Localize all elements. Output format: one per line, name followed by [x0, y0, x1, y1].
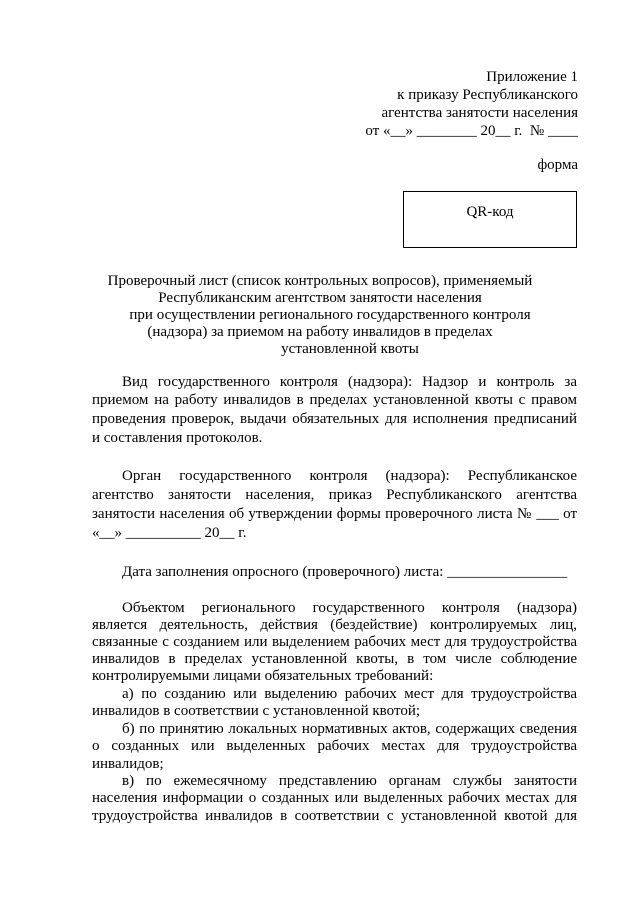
object-line-2: является деятельность, действия (бездействие) контролируемых лиц, [92, 617, 577, 633]
object-line-3: связанные с созданием или выделением рабочих мест для трудоустройства [92, 634, 577, 650]
item-a-line-1: а) по созданию или выделению рабочих мест для трудоустройства [122, 686, 577, 702]
control-type-line-1: Вид государственного контроля (надзора): Надзор и контроль за [122, 374, 577, 390]
form-label: форма [537, 157, 578, 173]
title-line-5: установленной квоты [281, 341, 419, 357]
item-c-line-3: трудоустройства инвалидов в соответствии с установленной квотой для [92, 808, 577, 824]
object-line-5: контролируемыми лицами обязательных требований: [92, 668, 434, 684]
control-type-line-2: приемом на работу инвалидов в пределах установленной квоты с правом [92, 392, 577, 408]
control-body-line-3: занятости населения об утверждении формы проверочного листа № ___ от [92, 506, 577, 522]
fill-date-line: Дата заполнения опросного (проверочного) листа: ________________ [122, 564, 568, 580]
item-b-line-3: инвалидов; [92, 756, 164, 772]
agency-name: агентства занятости населения [381, 105, 578, 121]
item-a-line-2: инвалидов в соответствии с установленной квотой; [92, 703, 421, 719]
qr-code-box [403, 191, 577, 248]
object-line-1: Объектом регионального государственного контроля (надзора) [122, 600, 577, 616]
item-c-line-1: в) по ежемесячному представлению органам службы занятости [122, 773, 577, 789]
item-b-line-2: о созданных или выделенных рабочих местах для трудоустройства [92, 738, 577, 754]
control-type-line-3: проведения проверок, выдачи обязательных для исполнения предписаний [92, 411, 577, 427]
control-body-line-4: «__» __________ 20__ г. [92, 525, 247, 541]
item-b-line-1: б) по принятию локальных нормативных актов, содержащих сведения [122, 721, 577, 737]
title-line-3: при осуществлении регионального государственного контроля [129, 307, 531, 323]
item-c-line-2: населения информации о созданных или выделенных рабочих местах для [92, 790, 577, 806]
appendix-label: Приложение 1 [486, 69, 578, 85]
control-body-line-1: Орган государственного контроля (надзора): Республиканское [122, 468, 577, 484]
order-reference: к приказу Республиканского [397, 87, 578, 103]
order-date-line: от «__» ________ 20__ г. № ____ [365, 123, 578, 139]
object-line-4: инвалидов в пределах установленной квоты, в том числе соблюдение [92, 651, 577, 667]
qr-code-label: QR-код [466, 204, 514, 220]
title-line-2: Республиканским агентством занятости населения [158, 290, 482, 306]
control-body-line-2: агентство занятости населения, приказ Республиканского агентства [92, 487, 577, 503]
title-line-4: (надзора) за приемом на работу инвалидов в пределах [147, 324, 493, 340]
control-type-line-4: и составления протоколов. [92, 430, 263, 446]
title-line-1: Проверочный лист (список контрольных вопросов), применяемый [107, 273, 533, 289]
